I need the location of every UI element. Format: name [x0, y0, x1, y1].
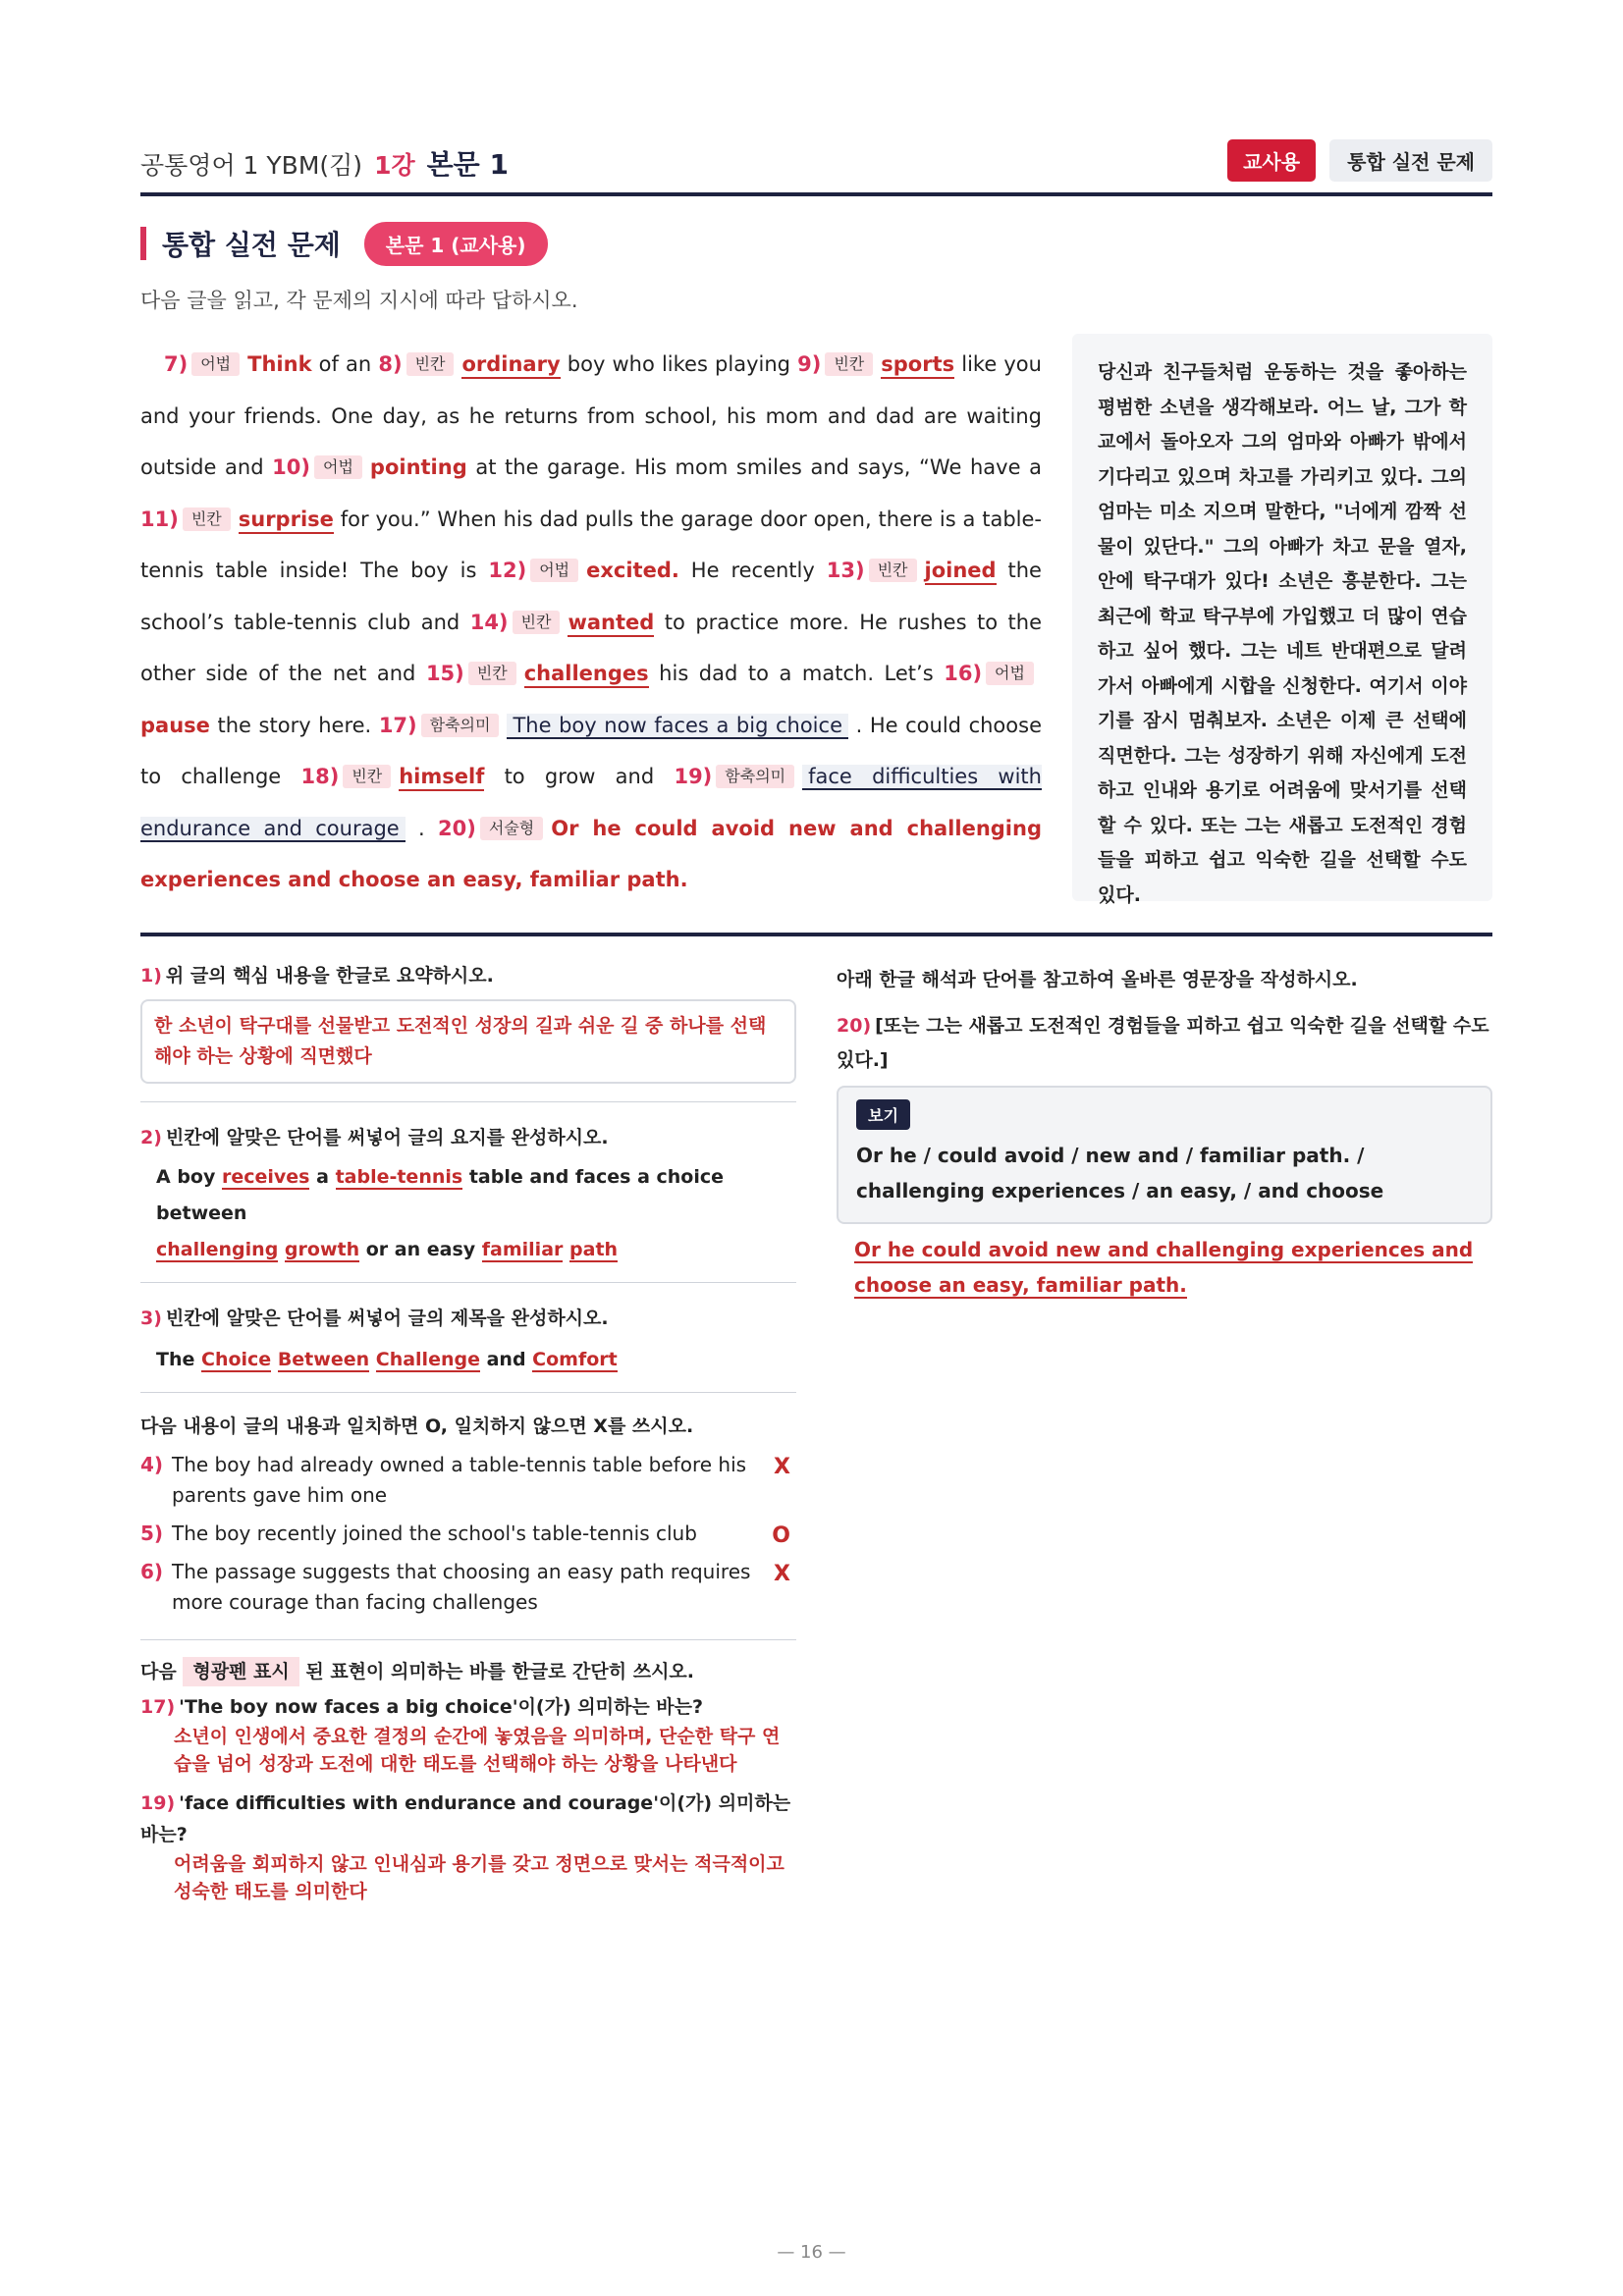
- instruction-text: 된 표현이 의미하는 바를 한글로 간단히 쓰시오.: [305, 1661, 694, 1682]
- grammar-tag: 어법: [530, 559, 578, 582]
- q20-instruction: 아래 한글 해석과 단어를 참고하여 올바른 영문장을 작성하시오.: [837, 969, 1358, 990]
- section-divider: [140, 933, 1492, 936]
- passage-text: .: [418, 816, 425, 840]
- answer-sentence: Or he could avoid new and challenging experiences and choose an easy, familiar path.: [140, 816, 1042, 891]
- grammar-tag: 어법: [191, 352, 240, 376]
- answer: Think: [247, 352, 312, 376]
- blank-tag: 빈칸: [183, 507, 231, 531]
- word-bank-box: [837, 1086, 1492, 1224]
- implied-tag: 함축의미: [421, 714, 500, 737]
- answer: pointing: [369, 455, 467, 479]
- title-accent-bar: [140, 227, 146, 260]
- essay-tag: 서술형: [480, 817, 543, 840]
- q-number: 6): [140, 1560, 164, 1583]
- q-number: 2): [140, 1127, 162, 1148]
- lesson-number: 1강: [374, 151, 415, 180]
- divider: [140, 1392, 796, 1393]
- title-text: 통합 실전 문제: [162, 229, 341, 261]
- question-3: [140, 1303, 796, 1334]
- q-number: 7): [164, 352, 189, 376]
- answer: sports: [881, 352, 954, 379]
- passage-text: at the garage. His mom smiles and says, “We have a: [475, 455, 1042, 479]
- page-header: [140, 137, 1492, 194]
- passage-text: boy who likes playing: [567, 352, 790, 376]
- answer: excited.: [586, 559, 679, 582]
- q-text: 'face difficulties with endurance and courage'이(가) 의미하는 바는?: [140, 1792, 791, 1845]
- instruction-text: 다음: [140, 1661, 177, 1682]
- blank-tag: 빈칸: [343, 765, 391, 788]
- q-text: 'The boy now faces a big choice'이(가) 의미하는 바는?: [179, 1696, 704, 1718]
- divider: [140, 1101, 796, 1102]
- header-title: [140, 143, 509, 183]
- q-number: 11): [140, 507, 179, 531]
- fill-answer: growth: [284, 1239, 360, 1260]
- passage-text: He recently: [690, 559, 815, 582]
- q-text: 위 글의 핵심 내용을 한글로 요약하시오.: [165, 965, 494, 987]
- passage-text: . He could choose to challenge: [140, 713, 1042, 788]
- q20-answer: [837, 1232, 1492, 1303]
- translation-box: 당신과 친구들처럼 운동하는 것을 좋아하는 평범한 소년을 생각해보라. 어느 날, 그가 학교에서 돌아오자 그의 엄마와 아빠가 밖에서 기다리고 있으며 차고를 가리키고 있다. 그의 엄마는 미소 지으며 말한다, "너에게 깜짝 선물이 있단다." 그의 아빠가 차고 문을 열자, 안에 탁구대가 있다! 소년은 흥분한다. 그는 최근에 학교 탁구부에 가입했고 더 많이 연습하고 싶어 했다. 그는 네트 반대편으로 달려가서 아빠에게 시합을 신청한다. 여기서 이야기를 잠시 멈춰보자. 소년은 이제 큰 선택에 직면한다. 그는 성장하기 위해 자신에게 도전하고 인내와 용기로 어려움에 맞서기를 선택할 수 있다. 또는 그는 새롭고 도전적인 경험들을 피하고 쉽고 익숙한 길을 선택할 수도 있다.: [1072, 334, 1492, 901]
- blank-tag: 빈칸: [513, 611, 561, 634]
- fill-answer: receives: [221, 1166, 310, 1188]
- answer: wanted: [568, 611, 654, 637]
- passage-text: for you.” When his dad pulls the garage door open, there is a table-tennis table inside! The boy is: [140, 507, 1042, 582]
- q-number: 15): [425, 662, 464, 685]
- meaning-answer-19: 어려움을 회피하지 않고 인내심과 용기를 갖고 정면으로 맞서는 적극적이고 성숙한 태도를 의미한다: [174, 1853, 784, 1902]
- passage-text: the story here.: [217, 713, 372, 737]
- title-fill: [140, 1342, 796, 1378]
- q-number: 9): [797, 352, 822, 376]
- meaning-question-17: [140, 1691, 796, 1723]
- summary-answer-box: 한 소년이 탁구대를 선물받고 도전적인 성장의 길과 쉬운 길 중 하나를 선택해야 하는 상황에 직면했다: [140, 999, 796, 1084]
- question-20: [837, 1009, 1492, 1078]
- meaning-answer-17: 소년이 인생에서 중요한 결정의 순간에 놓였음을 의미하며, 단순한 탁구 연습을 넘어 성장과 도전에 대한 태도를 선택해야 하는 상황을 나타낸다: [174, 1726, 781, 1775]
- passage: [140, 339, 1042, 906]
- answer: himself: [399, 765, 484, 791]
- q-number: 18): [300, 765, 340, 788]
- tf-mark: X: [774, 1455, 790, 1479]
- fill-text: or an easy: [365, 1239, 476, 1260]
- answer: pause: [140, 713, 210, 737]
- q-number: 16): [944, 662, 983, 685]
- tf-list: [140, 1450, 796, 1618]
- fill-answer: Comfort: [532, 1349, 618, 1370]
- word-bank-label: 보기: [856, 1099, 910, 1130]
- q-number: 5): [140, 1522, 164, 1545]
- tf-mark: O: [772, 1523, 790, 1548]
- header-divider: [140, 192, 1492, 196]
- teacher-badge: 교사용: [1227, 139, 1316, 182]
- q-number: 1): [140, 965, 162, 987]
- tf-mark: X: [774, 1562, 790, 1586]
- section-name: 본문 1: [426, 148, 509, 181]
- fill-answer: Challenge: [375, 1349, 480, 1370]
- grammar-tag: 어법: [986, 662, 1034, 685]
- q-number: 4): [140, 1453, 164, 1476]
- q-number: 19): [140, 1792, 176, 1814]
- passage-text: to practice more. He rushes to the other side of the net and: [140, 610, 1043, 685]
- answer: joined: [925, 559, 997, 585]
- answer: challenges: [524, 662, 649, 688]
- q-text: 빈칸에 알맞은 단어를 써넣어 글의 제목을 완성하시오.: [165, 1308, 609, 1329]
- blank-tag: 빈칸: [825, 352, 873, 376]
- q-number: 8): [378, 352, 403, 376]
- instruction: 다음 글을 읽고, 각 문제의 지시에 따라 답하시오.: [140, 289, 578, 312]
- question-1: [140, 960, 796, 991]
- tf-item: [140, 1557, 796, 1618]
- implied-tag: 함축의미: [716, 765, 794, 788]
- q-number: 20): [438, 816, 476, 840]
- passage-text: his dad to a match. Let’s: [659, 662, 934, 685]
- q-text: [또는 그는 새롭고 도전적인 경험들을 피하고 쉽고 익숙한 길을 선택할 수도 있다.]: [837, 1015, 1489, 1071]
- q-number: 14): [469, 610, 509, 634]
- left-questions: [140, 962, 796, 1905]
- passage-text: of an: [318, 352, 372, 376]
- question-2: [140, 1122, 796, 1153]
- highlight-tag: 형광펜 표시: [183, 1657, 298, 1686]
- q-number: 19): [674, 765, 713, 788]
- course-name: 공통영어 1 YBM(김): [140, 151, 363, 180]
- passage-text: to grow and: [504, 765, 655, 788]
- passage-text: like you and your friends. One day, as he returns from school, his mom and dad are waiting outside and: [140, 352, 1042, 479]
- q-number: 17): [140, 1696, 176, 1718]
- grammar-tag: 어법: [314, 455, 362, 479]
- q-number: 13): [826, 559, 865, 582]
- q-number: 17): [378, 713, 417, 737]
- answer: ordinary: [461, 352, 560, 379]
- blank-tag: 빈칸: [869, 559, 917, 582]
- q-number: 3): [140, 1308, 162, 1329]
- tf-statement: The passage suggests that choosing an easy path requires more courage than facing challenges: [172, 1560, 751, 1614]
- meaning-instruction: [140, 1656, 796, 1687]
- fill-answer: challenging: [156, 1239, 279, 1260]
- fill-text: The: [156, 1349, 195, 1370]
- fill-text: A boy: [156, 1166, 216, 1188]
- page-number: — 16 —: [777, 2242, 846, 2263]
- highlighted-phrase: The boy now faces a big choice: [507, 714, 848, 739]
- q-number: 20): [837, 1015, 872, 1037]
- answer-sentence: Or he could avoid new and challenging experiences and choose an easy, familiar path.: [854, 1238, 1474, 1297]
- title-pill: 본문 1 (교사용): [364, 222, 548, 266]
- gist-fill: [140, 1159, 796, 1268]
- tf-item: [140, 1519, 796, 1549]
- tf-statement: The boy had already owned a table-tennis table before his parents gave him one: [172, 1453, 747, 1507]
- blank-tag: 빈칸: [468, 662, 516, 685]
- fill-text: table and faces a choice between: [156, 1166, 725, 1224]
- tf-instruction: 다음 내용이 글의 내용과 일치하면 O, 일치하지 않으면 X를 쓰시오.: [140, 1415, 694, 1437]
- answer: surprise: [239, 507, 334, 534]
- fill-answer: table-tennis: [335, 1166, 463, 1188]
- q-number: 10): [272, 455, 310, 479]
- q-number: 12): [488, 559, 527, 582]
- fill-answer: Choice: [201, 1349, 272, 1370]
- passage-text: the school’s table-tennis club and: [140, 559, 1042, 634]
- tf-statement: The boy recently joined the school's table-tennis club: [172, 1522, 697, 1545]
- section-title: [140, 222, 548, 265]
- divider: [140, 1639, 796, 1640]
- q-text: 빈칸에 알맞은 단어를 써넣어 글의 요지를 완성하시오.: [165, 1127, 609, 1148]
- tf-item: [140, 1450, 796, 1511]
- meaning-question-19: [140, 1788, 796, 1850]
- right-questions: [837, 962, 1492, 1303]
- divider: [140, 1282, 796, 1283]
- fill-text: and: [486, 1349, 526, 1370]
- type-badge: 통합 실전 문제: [1329, 139, 1492, 182]
- word-bank-text: Or he / could avoid / new and / familiar path. / challenging experiences / an easy, / and choose: [856, 1144, 1384, 1202]
- fill-text: a: [316, 1166, 329, 1188]
- fill-answer: Between: [277, 1349, 370, 1370]
- highlighted-phrase: face difficulties with endurance and courage: [140, 765, 1042, 840]
- blank-tag: 빈칸: [406, 352, 455, 376]
- fill-answer: path: [569, 1239, 619, 1260]
- fill-answer: familiar: [481, 1239, 564, 1260]
